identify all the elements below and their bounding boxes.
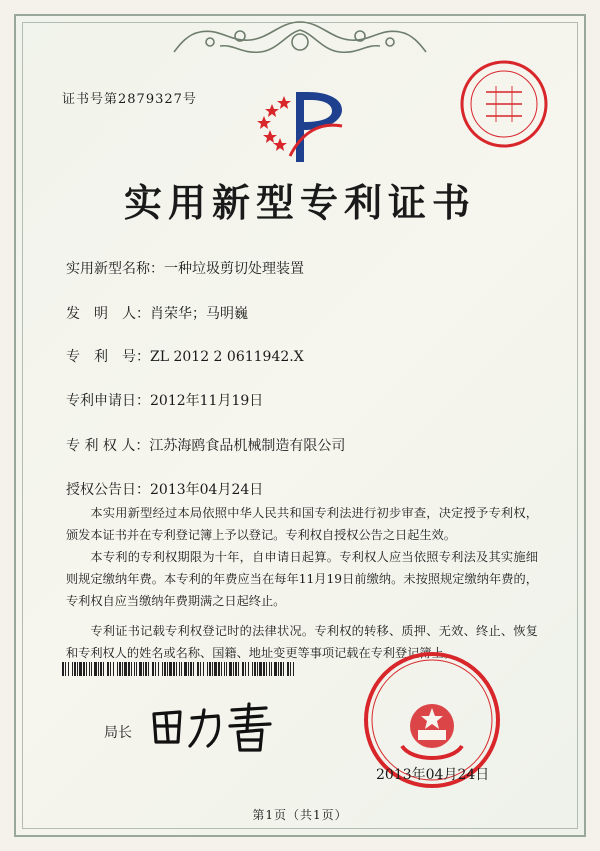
director-label: 局长 bbox=[104, 725, 132, 741]
page-footer: 第1页（共1页） bbox=[252, 808, 348, 822]
certificate-body bbox=[66, 502, 538, 664]
body-paragraph: 专利证书记载专利权登记时的法律状况。专利权的转移、质押、无效、终止、恢复和专利权人的姓名或名称、国籍、地址变更等事项记载在专利登记簿上。 bbox=[66, 624, 538, 660]
field-label: 专利申请日： bbox=[66, 393, 150, 409]
director-signature bbox=[146, 696, 276, 756]
field-label: 发 明 人： bbox=[66, 306, 150, 322]
tax-seal-stamp bbox=[458, 58, 550, 150]
field-label: 专 利 号： bbox=[66, 349, 150, 365]
ornament-icon bbox=[170, 16, 430, 62]
body-paragraph: 本实用新型经过本局依照中华人民共和国专利法进行初步审查，决定授予专利权，颁发本证书并在专利登记簿上予以登记。专利权自授权公告之日起生效。 bbox=[66, 506, 538, 542]
field-value: 2012年11月19日 bbox=[150, 393, 264, 409]
field-value: 一种垃圾剪切处理装置 bbox=[164, 261, 304, 277]
field-patentee bbox=[66, 435, 345, 455]
field-grant-date bbox=[66, 479, 263, 499]
field-value: 2013年04月24日 bbox=[150, 482, 264, 498]
field-value: 肖荣华；马明巍 bbox=[150, 306, 248, 322]
certificate-number: 证书号第2879327号 bbox=[62, 92, 197, 107]
field-value: 江苏海鸥食品机械制造有限公司 bbox=[149, 438, 346, 454]
field-inventor bbox=[66, 303, 248, 323]
certificate-title: 实用新型专利证书 bbox=[123, 180, 476, 225]
field-application-date bbox=[66, 390, 263, 410]
field-label: 专 利 权 人： bbox=[66, 438, 150, 454]
seal-date: 2013年04月24日 bbox=[376, 767, 490, 783]
field-label: 实用新型名称： bbox=[66, 261, 164, 277]
field-value: ZL 2012 2 0611942.X bbox=[150, 349, 304, 365]
barcode bbox=[62, 662, 294, 676]
field-label: 授权公告日： bbox=[66, 482, 150, 498]
field-patent-number bbox=[66, 346, 304, 366]
patent-logo-icon bbox=[250, 86, 350, 166]
field-utility-model-name bbox=[66, 258, 304, 278]
body-paragraph: 本专利的专利权期限为十年，自申请日起算。专利权人应当依照专利法及其实施细则规定缴纳年费。本专利的年费应当在每年11月19日前缴纳。未按照规定缴纳年费的，专利权自应当缴纳年费期满之日起终止。 bbox=[66, 550, 538, 608]
national-emblem-icon bbox=[402, 704, 462, 758]
